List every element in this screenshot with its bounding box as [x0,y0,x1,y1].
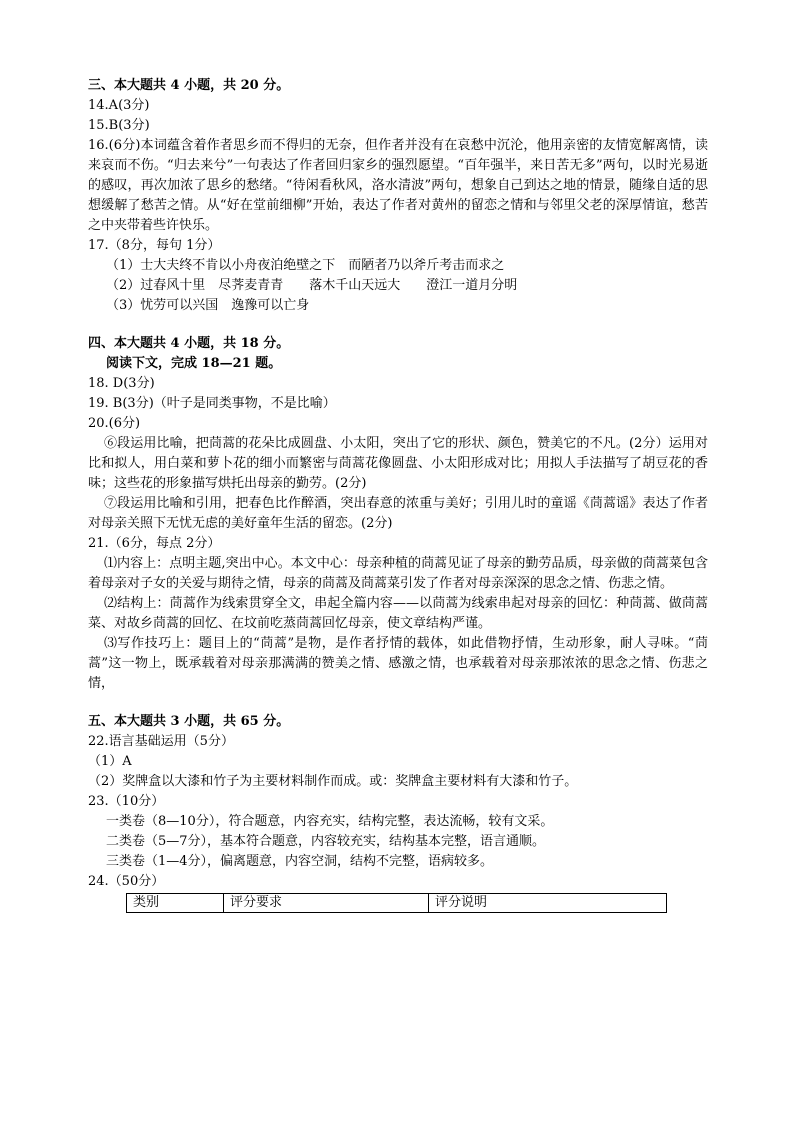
answer-19: 19. B(3分)（叶子是同类事物，不是比喻） [88,396,336,411]
answer-page [88,76,708,913]
answer-23-title: 23.（10分） [88,794,165,809]
answer-22-item-1: （1）A [88,754,132,769]
answer-20-title: 20.(6分) [88,416,141,431]
answer-22-title: 22.语言基础运用（5分） [88,734,234,749]
answer-17-title: 17.（8分，每句 1分） [88,238,221,253]
answer-24-title: 24.（50分） [88,874,165,889]
answer-23-level-3: 三类卷（1—4分），偏离题意，内容空洞，结构不完整，语病较多。 [106,854,494,869]
answer-21-point-2: ⑵结构上：茼蒿作为线索贯穿全文，串起全篇内容——以茼蒿为线索串起对母亲的回忆：种茼蒿、做茼蒿菜、对故乡茼蒿的回忆、在坟前吃蒸茼蒿回忆母亲，使文章结构严谨。 [88,596,708,631]
table-header-requirements: 评分要求 [224,894,429,913]
answer-21-title: 21.（6分，每点 2分） [88,536,221,551]
answer-22-item-2: （2）奖牌盒以大漆和竹子为主要材料制作而成。或：奖牌盒主要材料有大漆和竹子。 [88,774,578,789]
answer-17-item-2: （2）过春风十里 尽荠麦青青 落木千山天远大 澄江一道月分明 [106,278,518,293]
table-header-category: 类别 [127,894,224,913]
answer-16: 16.(6分)本词蕴含着作者思乡而不得归的无奈，但作者并没有在哀愁中沉沦，他用亲密的友情宽解离情，读来哀而不伤。“归去来兮”一句表达了作者回归家乡的强烈愿望。“百年强半，来日苦无多”两句，以时光易逝的感叹，再次加浓了思乡的愁绪。“待闲看秋风，洛水清波”两句，想象自己到达之地的情景，随缘自适的思想缓解了愁苦之情。从“好在堂前细柳”开始，表达了作者对黄州的留恋之情和与邻里父老的深厚情谊，愁苦之中夹带着些许快乐。 [88,138,708,233]
answer-17-item-1: （1）士大夫终不肯以小舟夜泊绝壁之下 而陋者乃以斧斤考击而求之 [106,258,505,273]
section-3-heading: 三、本大题共 4 小题，共 20 分。 [88,78,290,93]
answer-21-point-3: ⑶写作技巧上：题目上的“茼蒿”是物，是作者抒情的载体，如此借物抒情，生动形象，耐人寻味。“茼蒿”这一物上，既承载着对母亲那满满的赞美之情、感激之情，也承载着对母亲那浓浓的思念之情、伤悲之情， [88,636,708,691]
answer-23-level-2: 二类卷（5—7分），基本符合题意，内容较充实，结构基本完整，语言通顺。 [106,834,546,849]
answer-14: 14.A(3分) [88,98,150,113]
reading-instruction: 阅读下文，完成 18—21 题。 [106,356,282,371]
answer-23-level-1: 一类卷（8—10分），符合题意，内容充实，结构完整，表达流畅，较有文采。 [106,814,554,829]
answer-15: 15.B(3分) [88,118,150,133]
answer-20-paragraph-1: ⑥段运用比喻，把茼蒿的花朵比成圆盘、小太阳，突出了它的形状、颜色，赞美它的不凡。(2分）运用对比和拟人，用白菜和萝卜花的细小而繁密与茼蒿花像圆盘、小太阳形成对比；用拟人手法描写了胡豆花的香味；这些花的形象描写烘托出母亲的勤劳。(2分) [88,436,708,491]
answer-17-item-3: （3）忧劳可以兴国 逸豫可以亡身 [106,298,310,313]
scoring-table [126,893,667,913]
answer-21-point-1: ⑴内容上：点明主题,突出中心。本文中心：母亲种植的茼蒿见证了母亲的勤劳品质，母亲做的茼蒿菜包含着母亲对子女的关爱与期待之情，母亲的茼蒿及茼蒿菜引发了作者对母亲深深的思念之情、伤悲之情。 [88,556,708,591]
answer-18: 18. D(3分) [88,376,155,391]
answer-20-paragraph-2: ⑦段运用比喻和引用，把春色比作醉酒，突出春意的浓重与美好；引用儿时的童谣《茼蒿谣》表达了作者对母亲关照下无忧无虑的美好童年生活的留恋。(2分) [88,496,708,531]
scoring-table-header-row [127,894,667,913]
section-5-heading: 五、本大题共 3 小题，共 65 分。 [88,714,290,729]
section-4-heading: 四、本大题共 4 小题，共 18 分。 [88,336,290,351]
table-header-notes: 评分说明 [429,894,667,913]
